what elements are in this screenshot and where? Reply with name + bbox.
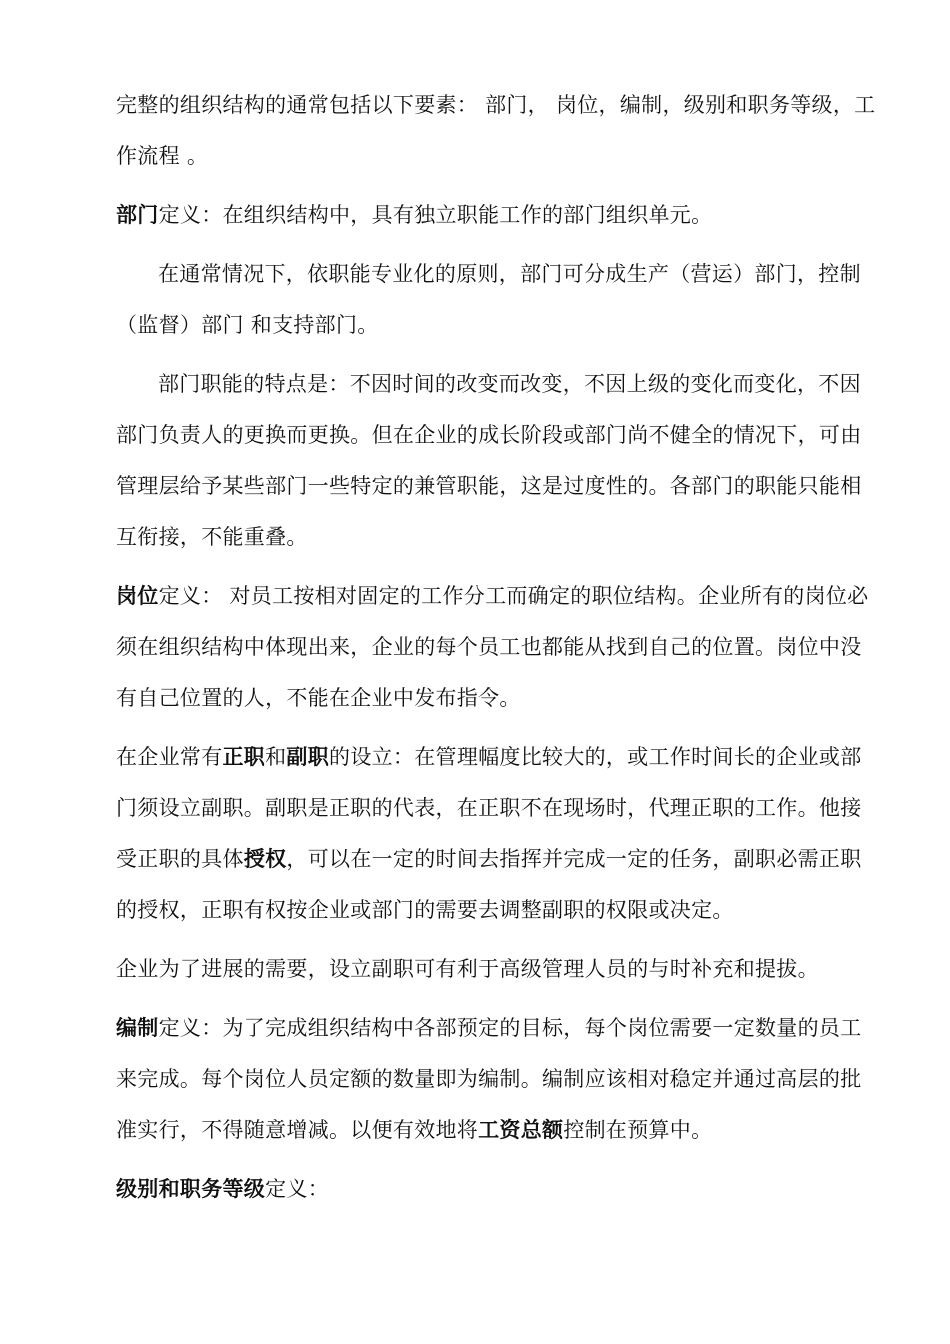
deputy-post-term: 副职	[286, 745, 330, 769]
staffing-definition	[116, 1003, 878, 1156]
post-definition	[116, 571, 878, 724]
department-categories-text: 在通常情况下，依职能专业化的原则，部门可分成生产（营运）部门，控制（监督）部门 和支持部门。	[116, 262, 861, 337]
deputy-text-a: 在企业常有	[116, 745, 223, 769]
development-paragraph	[116, 944, 878, 995]
development-text: 企业为了进展的需要，设立副职可有利于高级管理人员的与时补充和提拔。	[116, 957, 819, 981]
total-wages-term: 工资总额	[478, 1118, 564, 1142]
intro-text: 完整的组织结构的通常包括以下要素： 部门， 岗位，编制，级别和职务等级，工作流程 。	[116, 93, 876, 168]
authorization-term: 授权	[243, 847, 287, 871]
deputy-text-c: 和	[265, 745, 287, 769]
level-definition	[116, 1164, 878, 1215]
deputy-paragraph	[116, 732, 878, 936]
post-term: 岗位	[116, 584, 159, 608]
principal-post-term: 正职	[222, 745, 266, 769]
staffing-term: 编制	[116, 1016, 159, 1040]
department-function-paragraph	[116, 359, 878, 563]
department-function-text: 部门职能的特点是：不因时间的改变而改变，不因上级的变化而变化，不因部门负责人的更换而更换。但在企业的成长阶段或部门尚不健全的情况下，可由管理层给予某些部门一些特定的兼管职能，这是过度性的。各部门的职能只能相互衔接，不能重叠。	[116, 372, 862, 549]
level-term: 级别和职务等级	[116, 1177, 266, 1201]
deputy-text-d: 的设立：在管理幅度比较大的，或工作时间长的企业或部门须设立副职。副职是正职的代表，在正职不在现场时，代理正职的工作。他接受正职的具体	[116, 745, 862, 871]
department-definition-text: 定义：在组织结构中，具有独立职能工作的部门组织单元。	[158, 203, 713, 227]
department-term: 部门	[116, 203, 159, 227]
department-categories-paragraph	[116, 249, 878, 351]
deputy-text-e: ，可以在一定的时间去指挥并完成一定的任务，副职必需正职的授权，正职有权按企业或部门的需要去调整副职的权限或决定。	[116, 847, 862, 922]
staffing-definition-text-b: 控制在预算中。	[563, 1118, 713, 1142]
staffing-definition-text-a: 定义：为了完成组织结构中各部预定的目标，每个岗位需要一定数量的员工来完成。每个岗位人员定额的数量即为编制。编制应该相对稳定并通过高层的批准实行，不得随意增减。以便有效地将	[116, 1016, 862, 1142]
level-definition-text: 定义：	[265, 1177, 330, 1201]
post-definition-text: 定义： 对员工按相对固定的工作分工而确定的职位结构。企业所有的岗位必须在组织结构中体现出来，企业的每个员工也都能从找到自己的位置。岗位中没有自己位置的人，不能在企业中发布指令。	[116, 584, 869, 710]
intro-paragraph	[116, 80, 878, 182]
department-definition	[116, 190, 878, 241]
